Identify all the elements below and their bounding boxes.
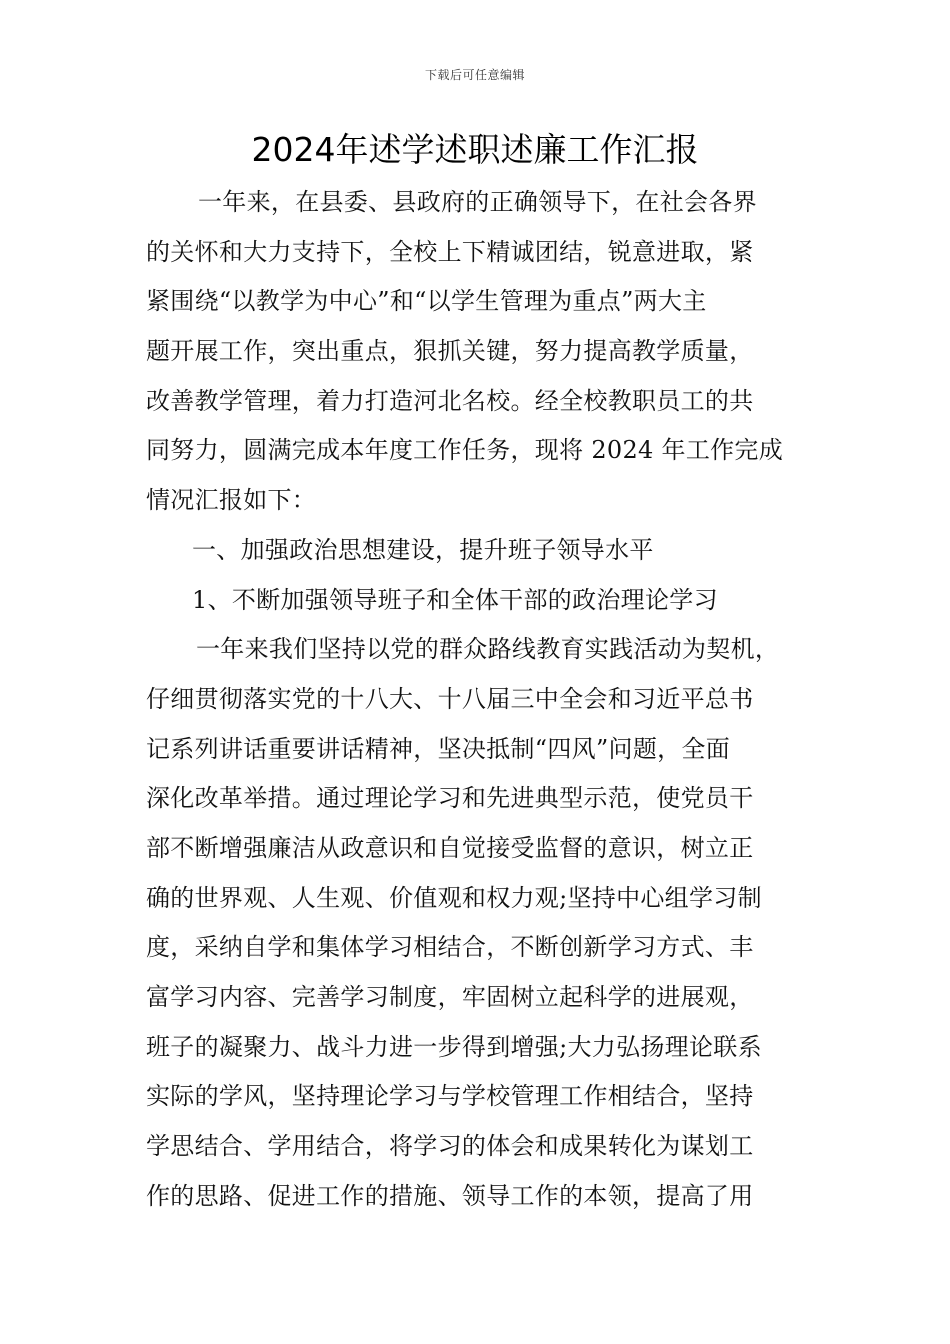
paragraph-body-line: 深化改革举措。通过理论学习和先进典型示范，使党员干 [146, 784, 754, 813]
section-heading: 一、加强政治思想建设，提升班子领导水平 [192, 535, 654, 564]
paragraph-body-line: 富学习内容、完善学习制度，牢固树立起科学的进展观， [146, 983, 754, 1011]
paragraph-body-line: 作的思路、促进工作的措施、领导工作的本领，提高了用 [146, 1181, 754, 1210]
subsection-heading: 1、不断加强领导班子和全体干部的政治理论学习 [192, 585, 718, 614]
paragraph-intro-line: 紧围绕“以教学为中心”和“以学生管理为重点”两大主 [146, 287, 707, 316]
paragraph-intro-line: 情况汇报如下： [146, 486, 317, 515]
paragraph-body-line: 班子的凝聚力、战斗力进一步得到增强;大力弘扬理论联系 [146, 1032, 762, 1061]
paragraph-body-line: 度，采纳自学和集体学习相结合，不断创新学习方式、丰 [146, 933, 754, 962]
paragraph-body-line: 确的世界观、人生观、价值观和权力观;坚持中心组学习制 [146, 883, 762, 912]
paragraph-body-line: 记系列讲话重要讲话精神，坚决抵制“四风”问题，全面 [146, 734, 731, 763]
paragraph-body-line: 学思结合、学用结合，将学习的体会和成果转化为谋划工 [146, 1132, 754, 1161]
paragraph-body-line: 一年来我们坚持以党的群众路线教育实践活动为契机， [196, 635, 780, 664]
paragraph-body-line: 部不断增强廉洁从政意识和自觉接受监督的意识，树立正 [146, 833, 754, 862]
paragraph-intro-line: 的关怀和大力支持下，全校上下精诚团结，锐意进取，紧 [146, 237, 754, 266]
paragraph-intro-line: 同努力，圆满完成本年度工作任务，现将 2024 年工作完成 [146, 436, 784, 465]
paragraph-body-line: 实际的学风，坚持理论学习与学校管理工作相结合，坚持 [146, 1082, 754, 1111]
paragraph-intro-line: 改善教学管理，着力打造河北名校。经全校教职员工的共 [146, 386, 754, 415]
header-note: 下载后可任意编辑 [424, 68, 525, 82]
document-body [146, 178, 816, 1221]
paragraph-intro-line: 一年来，在县委、县政府的正确领导下，在社会各界 [198, 188, 757, 216]
paragraph-intro-line: 题开展工作，突出重点，狠抓关键，努力提高教学质量， [146, 337, 754, 366]
paragraph-body-line: 仔细贯彻落实党的十八大、十八届三中全会和习近平总书 [146, 684, 754, 713]
document-title: 2024年述学述职述廉工作汇报 [251, 130, 699, 169]
